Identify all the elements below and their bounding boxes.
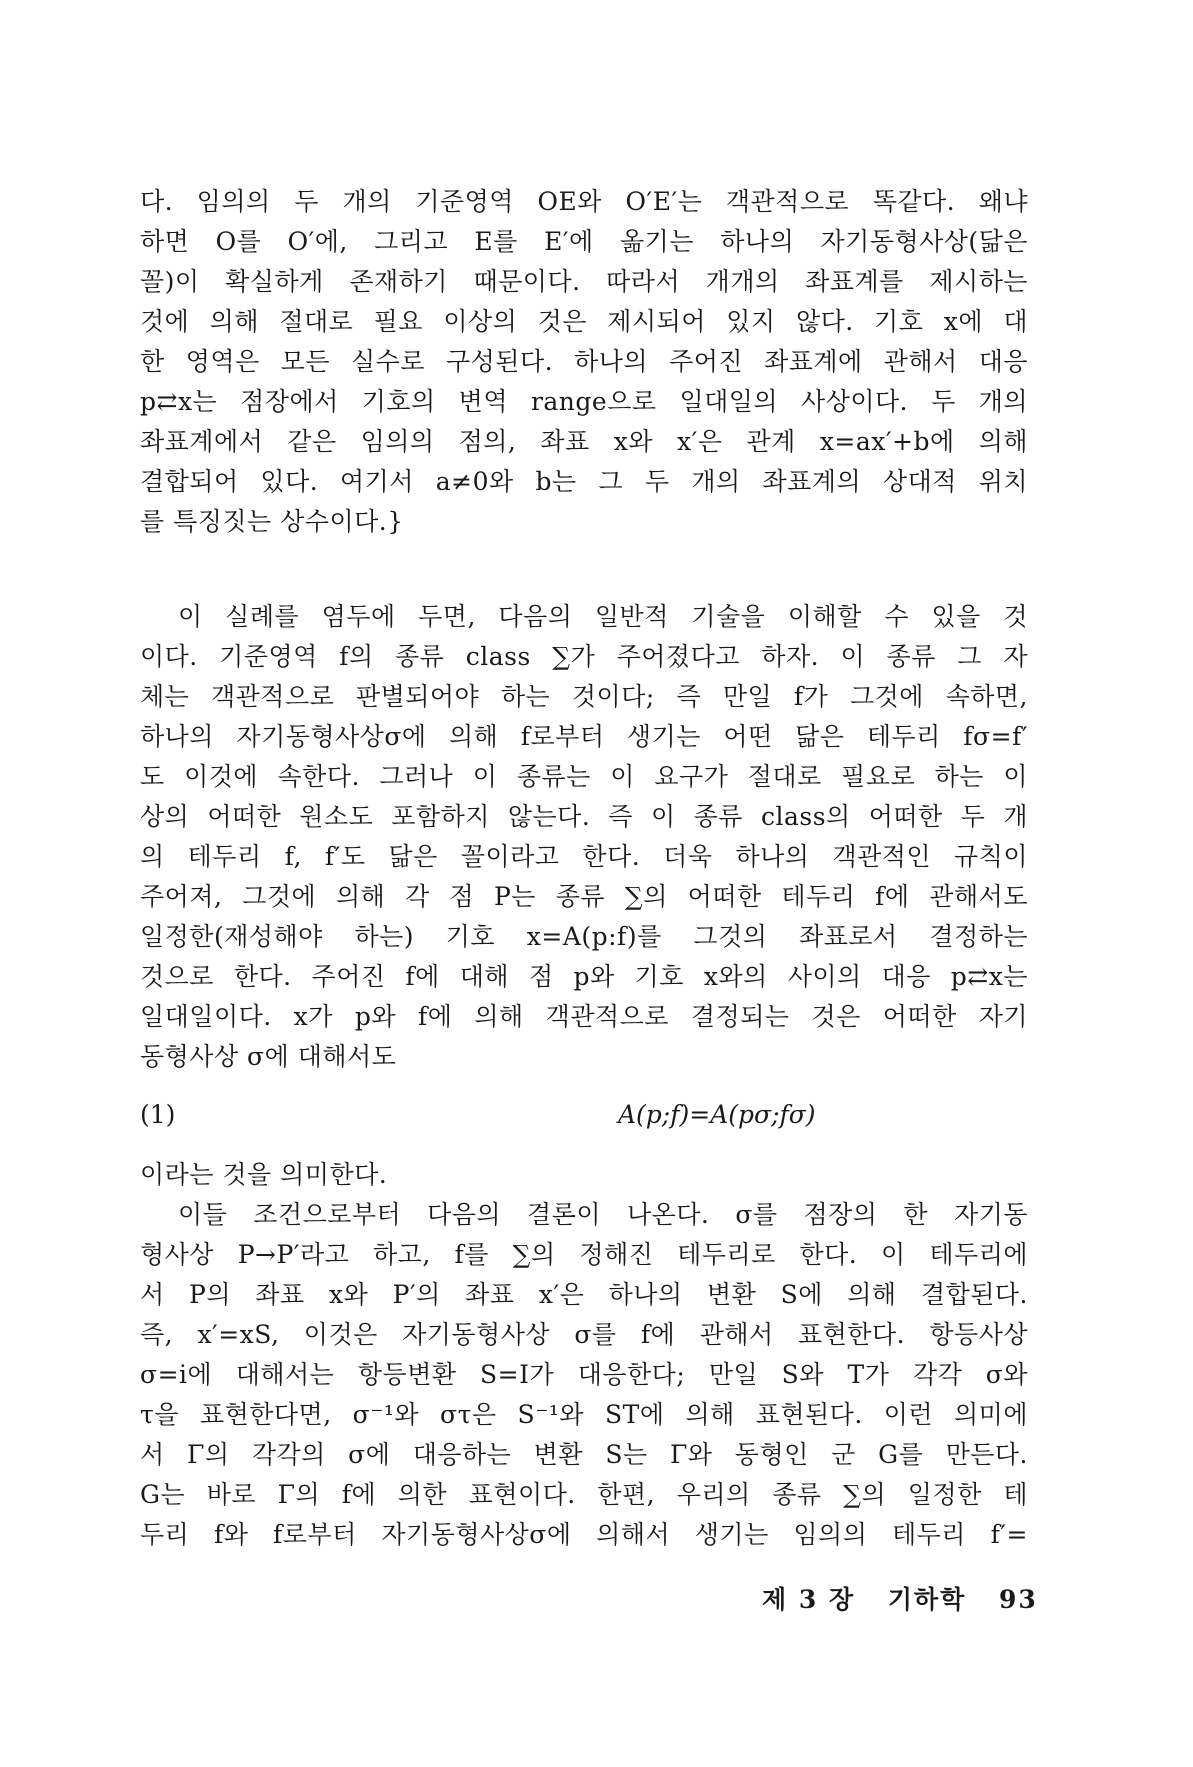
text-line: 다. 임의의 두 개의 기준영역 OE와 O′E′는 객관적으로 똑같다. 왜냐 xyxy=(140,187,1028,216)
text-line: 체는 객관적으로 판별되어야 하는 것이다; 즉 만일 f가 그것에 속하면, xyxy=(140,682,1028,711)
text-line: 하면 O를 O′에, 그리고 E를 E′에 옮기는 하나의 자기동형사상(닮은 xyxy=(140,227,1028,256)
text-line: 것으로 한다. 주어진 f에 대해 점 p와 기호 x와의 사이의 대응 p⇄x는 xyxy=(140,962,1028,991)
text-line: 꼴)이 확실하게 존재하기 때문이다. 따라서 개개의 좌표계를 제시하는 xyxy=(140,267,1028,296)
text-line: σ=i에 대해서는 항등변환 S=I가 대응한다; 만일 S와 T가 각각 σ와 xyxy=(140,1360,1028,1389)
text-line: τ을 표현한다면, σ⁻¹와 στ은 S⁻¹와 ST에 의해 표현된다. 이런 의미에 xyxy=(140,1400,1028,1429)
text-line: 서 P의 좌표 x와 P′의 좌표 x′은 하나의 변환 S에 의해 결합된다. xyxy=(140,1280,1028,1309)
equation-body: A(p;f)=A(pσ;fσ) xyxy=(618,1100,816,1129)
paragraph-3 xyxy=(140,1155,1028,1195)
paragraph-4 xyxy=(140,1195,1028,1555)
text-line: 이 실례를 염두에 두면, 다음의 일반적 기술을 이해할 수 있을 것 xyxy=(178,602,1028,631)
text-line: 상의 어떠한 원소도 포함하지 않는다. 즉 이 종류 class의 어떠한 두 개 xyxy=(140,802,1028,831)
text-line: 하나의 자기동형사상σ에 의해 f로부터 생기는 어떤 닮은 테두리 fσ=f′ xyxy=(140,722,1028,751)
text-line: 의 테두리 f, f′도 닮은 꼴이라고 한다. 더욱 하나의 객관적인 규칙이 xyxy=(140,842,1028,871)
text-line: 동형사상 σ에 대해서도 xyxy=(140,1042,397,1071)
page-footer xyxy=(762,1580,1038,1620)
text-line: 두리 f와 f로부터 자기동형사상σ에 의해서 생기는 임의의 테두리 f′= xyxy=(140,1520,1028,1549)
text-line: 한 영역은 모든 실수로 구성된다. 하나의 주어진 좌표계에 관해서 대응 xyxy=(140,347,1028,376)
text-line: 일대일이다. x가 p와 f에 의해 객관적으로 결정되는 것은 어떠한 자기 xyxy=(140,1002,1028,1031)
text-line: 서 Γ의 각각의 σ에 대응하는 변환 S는 Γ와 동형인 군 G를 만든다. xyxy=(140,1440,1028,1469)
chapter-label: 제 3 장 xyxy=(762,1585,856,1614)
text-line: 결합되어 있다. 여기서 a≠0와 b는 그 두 개의 좌표계의 상대적 위치 xyxy=(140,467,1028,496)
page-number: 93 xyxy=(999,1585,1038,1614)
text-line: 주어져, 그것에 의해 각 점 P는 종류 ∑의 어떠한 테두리 f에 관해서도 xyxy=(140,882,1028,911)
chapter-title: 기하학 xyxy=(887,1585,967,1614)
text-line: 이라는 것을 의미한다. xyxy=(140,1160,388,1189)
text-line: 좌표계에서 같은 임의의 점의, 좌표 x와 x′은 관계 x=ax′+b에 의해 xyxy=(140,427,1028,456)
text-line: 이다. 기준영역 f의 종류 class ∑가 주어졌다고 하자. 이 종류 그 자 xyxy=(140,642,1028,671)
paragraph-2 xyxy=(140,597,1028,1077)
text-line: 즉, x′=xS, 이것은 자기동형사상 σ를 f에 관해서 표현한다. 항등사상 xyxy=(140,1320,1028,1349)
text-line: 형사상 P→P′라고 하고, f를 ∑의 정해진 테두리로 한다. 이 테두리에 xyxy=(140,1240,1028,1269)
text-line: G는 바로 Γ의 f에 의한 표현이다. 한편, 우리의 종류 ∑의 일정한 테 xyxy=(140,1480,1028,1509)
text-line: p⇄x는 점장에서 기호의 변역 range으로 일대일의 사상이다. 두 개의 xyxy=(140,387,1028,416)
paragraph-1 xyxy=(140,182,1028,542)
equation-number: (1) xyxy=(140,1100,176,1129)
text-line: 일정한(재성해야 하는) 기호 x=A(p:f)를 그것의 좌표로서 결정하는 xyxy=(140,922,1028,951)
text-line: 도 이것에 속한다. 그러나 이 종류는 이 요구가 절대로 필요로 하는 이 xyxy=(140,762,1028,791)
text-line: 이들 조건으로부터 다음의 결론이 나온다. σ를 점장의 한 자기동 xyxy=(178,1200,1028,1229)
text-line: 를 특징짓는 상수이다.} xyxy=(140,507,404,536)
equation-1 xyxy=(140,1095,1028,1135)
text-line: 것에 의해 절대로 필요 이상의 것은 제시되어 있지 않다. 기호 x에 대 xyxy=(140,307,1028,336)
